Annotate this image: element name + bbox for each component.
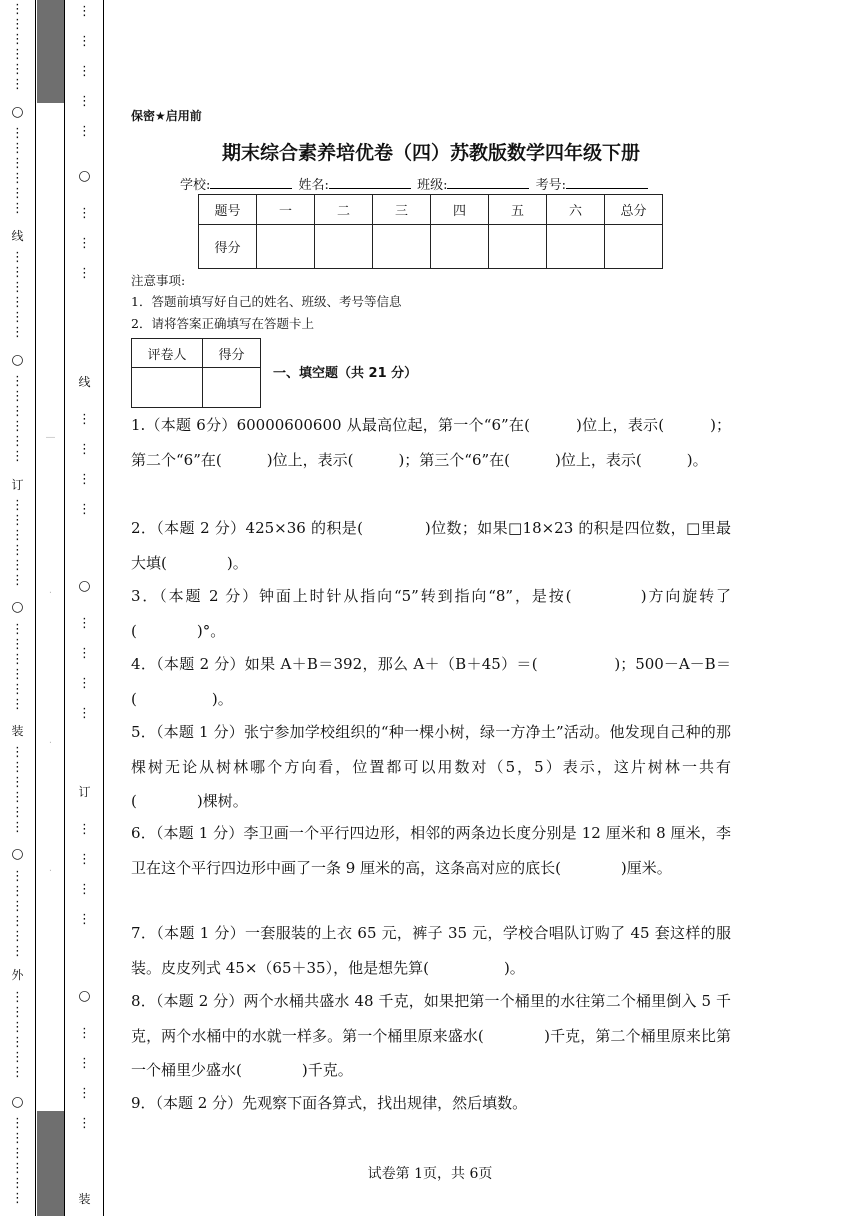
score-cell[interactable] [257,225,315,269]
score-header-cell: 总分 [605,195,663,225]
gray-block-top [37,0,64,103]
number-label: 考号: [535,178,566,193]
binding-dots: ⋮ ⋮ ⋮ ⋮ ⋮ ⋮ [11,374,24,464]
score-cell[interactable] [489,225,547,269]
binding-circle: ○ [11,599,24,615]
secret-label: 保密★启用前 [131,109,202,123]
question-2: 2．（本题 2 分）425×36 的积是( )位数；如果□18×23 的积是四位数，□里最大填( )。 [131,519,731,572]
score-header-cell: 一 [257,195,315,225]
binding-dots: ⋮ ⋮ ⋮ ⋮ ⋮ ⋮ [11,869,24,959]
binding-outer-strip [0,0,36,1216]
score-cell[interactable] [547,225,605,269]
score-row-label: 得分 [199,225,257,269]
score-cell[interactable] [373,225,431,269]
section-heading: 一、填空题（共 21 分） [273,366,418,381]
binding-circle: ○ [78,988,91,1004]
question-3: 3．（本题 2 分）钟面上时针从指向“5”转到指向“8”，是按( )方向旋转了( )°。 [131,587,731,640]
binding-dots: ⋮ ⋮ ⋮ ⋮ [78,822,91,927]
question-7: 7．（本题 1 分）一套服装的上衣 65 元，裤子 35 元，学校合唱队订购了 45 套这样的服装。皮皮列式 45×（65＋35），他是想先算( )。 [131,924,731,977]
score-cell[interactable] [315,225,373,269]
score-header-cell: 题号 [199,195,257,225]
score-header-cell: 六 [547,195,605,225]
question-4: 4．（本题 2 分）如果 A＋B＝392，那么 A＋（B＋45）＝( )；500－A－B＝( )。 [131,655,731,708]
score-header-cell: 五 [489,195,547,225]
binding-dots: ⋮ ⋮ ⋮ ⋮ ⋮ ⋮ [11,498,24,588]
binding-label-zhuang: 装 [11,724,24,738]
score-table [198,194,663,269]
number-field[interactable] [566,188,648,189]
class-label: 班级: [417,178,448,193]
binding-dots: ⋮ ⋮ ⋮ [78,206,91,281]
binding-circle: ○ [11,352,24,368]
question-5: 5．（本题 1 分）张宁参加学校组织的“种一棵小树，绿一方净土”活动。他发现自己种的那棵树无论从树林哪个方向看，位置都可以用数对（5，5）表示，这片树林一共有( )棵树。 [131,723,731,810]
score-header-cell: 三 [373,195,431,225]
binding-dots: ⋮ ⋮ ⋮ ⋮ [78,616,91,721]
binding-dots: ⋮ ⋮ ⋮ ⋮ ⋮ ⋮ [11,2,24,92]
grader-score-cell[interactable] [203,368,261,408]
class-field[interactable] [447,188,529,189]
binding-circle: ○ [11,1094,24,1110]
grader-header: 评卷人 [132,339,203,368]
binding-dots: ⋮ ⋮ ⋮ ⋮ [78,412,91,517]
score-header-cell: 四 [431,195,489,225]
school-label: 学校: [180,178,211,193]
student-info-line [180,174,650,193]
grader-score-header: 得分 [203,339,261,368]
binding-label-xian: 线 [78,375,91,389]
name-field[interactable] [329,188,411,189]
binding-label-ding: 订 [11,478,24,492]
binding-dots: ⋮ ⋮ ⋮ ⋮ ⋮ ⋮ [11,745,24,835]
binding-label-xian: 线 [11,229,24,243]
binding-gray-strip [37,0,65,1216]
score-cell[interactable] [431,225,489,269]
question-8: 8．（本题 2 分）两个水桶共盛水 48 千克，如果把第一个桶里的水往第二个桶里倒入 5 千克，两个水桶中的水就一样多。第一个桶里原来盛水( )千克，第二个桶里原来比第一个桶里少盛水( )千克。 [131,992,731,1079]
binding-dots: ⋮ ⋮ ⋮ ⋮ ⋮ ⋮ [11,250,24,340]
grader-cell[interactable] [132,368,203,408]
notes-heading: 注意事项: [131,273,186,288]
binding-label-ding: 订 [78,785,91,799]
binding-inner-strip [66,0,104,1216]
grader-table [131,338,261,408]
question-1: 1.（本题 6分）60000600600 从最高位起，第一个“6”在( )位上，表示( )；第二个“6”在( )位上，表示( )；第三个“6”在( )位上，表示( )。 [131,416,731,469]
gray-mark: · [48,738,53,749]
exam-title: 期末综合素养培优卷（四）苏教版数学四年级下册 [221,142,640,164]
binding-circle: ○ [78,578,91,594]
binding-dots: ⋮ ⋮ ⋮ ⋮ ⋮ [78,4,91,139]
binding-dots: ⋮ ⋮ ⋮ ⋮ ⋮ ⋮ [11,126,24,216]
note-item: 1．答题前填写好自己的姓名、班级、考号等信息 [131,294,402,309]
note-item: 2．请将答案正确填写在答题卡上 [131,316,314,331]
binding-dots: ⋮ ⋮ ⋮ ⋮ ⋮ ⋮ [11,990,24,1080]
question-6: 6．（本题 1 分）李卫画一个平行四边形，相邻的两条边长度分别是 12 厘米和 8 厘米，李卫在这个平行四边形中画了一条 9 厘米的高，这条高对应的底长( )厘米。 [131,824,731,877]
page-footer: 试卷第 1页，共 6页 [367,1166,493,1182]
binding-label-wai: 外 [11,968,24,982]
gray-mark: — [45,432,56,443]
notes-block [131,272,401,334]
gray-mark: · [48,588,53,599]
gray-mark: · [48,866,53,877]
binding-circle: ○ [78,168,91,184]
score-header-cell: 二 [315,195,373,225]
binding-label-zhuang: 装 [78,1192,91,1206]
name-label: 姓名: [298,178,329,193]
score-cell[interactable] [605,225,663,269]
binding-dots: ⋮ ⋮ ⋮ ⋮ [78,1026,91,1131]
binding-circle: ○ [11,846,24,862]
binding-dots: ⋮ ⋮ ⋮ ⋮ ⋮ ⋮ [11,622,24,712]
binding-circle: ○ [11,104,24,120]
school-field[interactable] [210,188,292,189]
question-9: 9．（本题 2 分）先观察下面各算式，找出规律，然后填数。 [131,1094,528,1112]
binding-dots: ⋮ ⋮ ⋮ ⋮ ⋮ ⋮ [11,1116,24,1206]
